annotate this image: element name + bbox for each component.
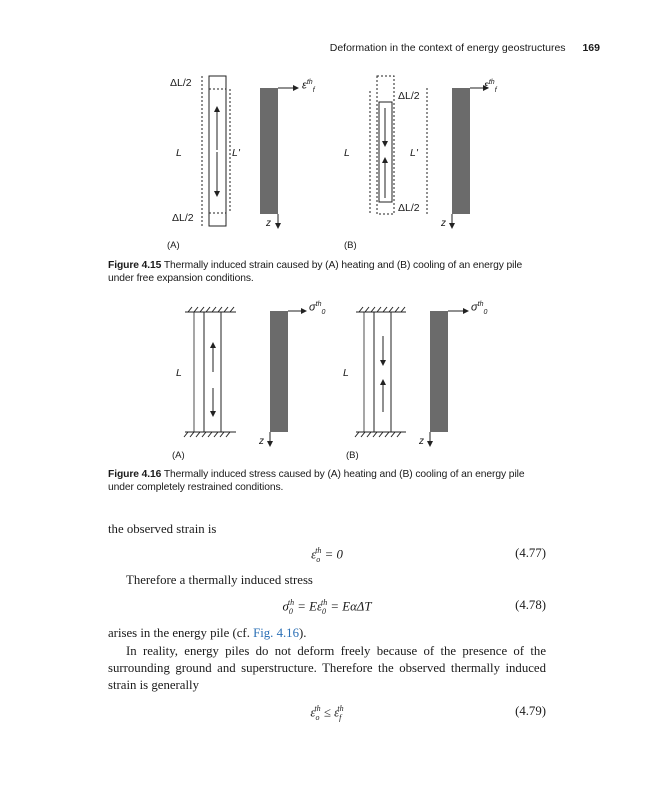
pile-restrained-b — [374, 312, 391, 432]
label-eps-a: $\varepsilon^{th}_f$ — [302, 79, 315, 94]
panel-label-416b: (B) — [346, 450, 359, 461]
panel-label-416a: (A) — [172, 450, 185, 461]
caption-text-416: Thermally induced stress caused by (A) heating and (B) cooling of an energy pile under completely restrained conditions. — [108, 469, 525, 493]
label-z-b: z — [441, 218, 446, 229]
equation-4-79: $\varepsilon_o^{th} \le \varepsilon_f^{th}$ (4.79) — [310, 704, 546, 722]
label-sigma-416a: $\sigma^{th}_0$ — [309, 301, 326, 316]
panel-label-a: (A) — [167, 240, 180, 251]
paragraph-thermal-stress: Therefore a thermally induced stress — [126, 573, 313, 587]
equation-4-77: $\varepsilon_o^{th} = 0$ (4.77) — [311, 546, 546, 564]
equation-number: (4.78) — [515, 598, 546, 612]
fig-4-16-link[interactable]: Fig. 4.16 — [253, 626, 299, 640]
stress-profile-bar-b — [430, 311, 448, 432]
label-L-416b: L — [343, 367, 349, 379]
page-number: 169 — [582, 42, 600, 54]
label-eps-b: $\varepsilon^{th}_f$ — [484, 79, 497, 94]
label-delta-half-bottom-a: ΔL/2 — [172, 212, 194, 224]
label-L-prime-b: L' — [410, 147, 418, 159]
fig416-panel-a-diagram — [184, 307, 306, 446]
section-title: Deformation in the context of energy geostructures — [329, 42, 566, 54]
label-delta-half-top-a: ΔL/2 — [170, 77, 192, 89]
stress-profile-bar-a — [270, 311, 288, 432]
paragraph-arises: arises in the energy pile (cf. Fig. 4.16). — [108, 626, 307, 640]
caption-label: Figure 4.15 — [108, 260, 162, 271]
figure-4-16-caption — [108, 468, 548, 494]
panel-label-b: (B) — [344, 240, 357, 251]
paragraph-in-reality: In reality, energy piles do not deform freely because of the presence of the surrounding ground and superstructure. Therefore the observed thermally induced strain is generally — [108, 644, 546, 692]
label-delta-half-bottom-b: ΔL/2 — [398, 202, 420, 214]
label-L-a: L — [176, 147, 182, 159]
equation-4-78: $\sigma_0^{th} = E\varepsilon_0^{th} = E\alpha\Delta T$ (4.78) — [282, 598, 546, 616]
label-z-416b: z — [419, 436, 424, 447]
label-delta-half-top-b: ΔL/2 — [398, 90, 420, 102]
label-sigma-416b: $\sigma^{th}_0$ — [471, 301, 488, 316]
fig416-panel-b-diagram — [355, 307, 468, 446]
equation-number: (4.77) — [515, 546, 546, 560]
label-z-416a: z — [259, 436, 264, 447]
label-z-a: z — [266, 218, 271, 229]
label-L-b: L — [344, 147, 350, 159]
caption-text: Thermally induced strain caused by (A) heating and (B) cooling of an energy pile under free expansion conditions. — [108, 260, 523, 284]
paragraph-observed-strain: the observed strain is — [108, 522, 217, 536]
label-L-prime-a: L' — [232, 147, 240, 159]
equation-number: (4.79) — [515, 704, 546, 718]
caption-label-416: Figure 4.16 — [108, 469, 162, 480]
label-L-416a: L — [176, 367, 182, 379]
